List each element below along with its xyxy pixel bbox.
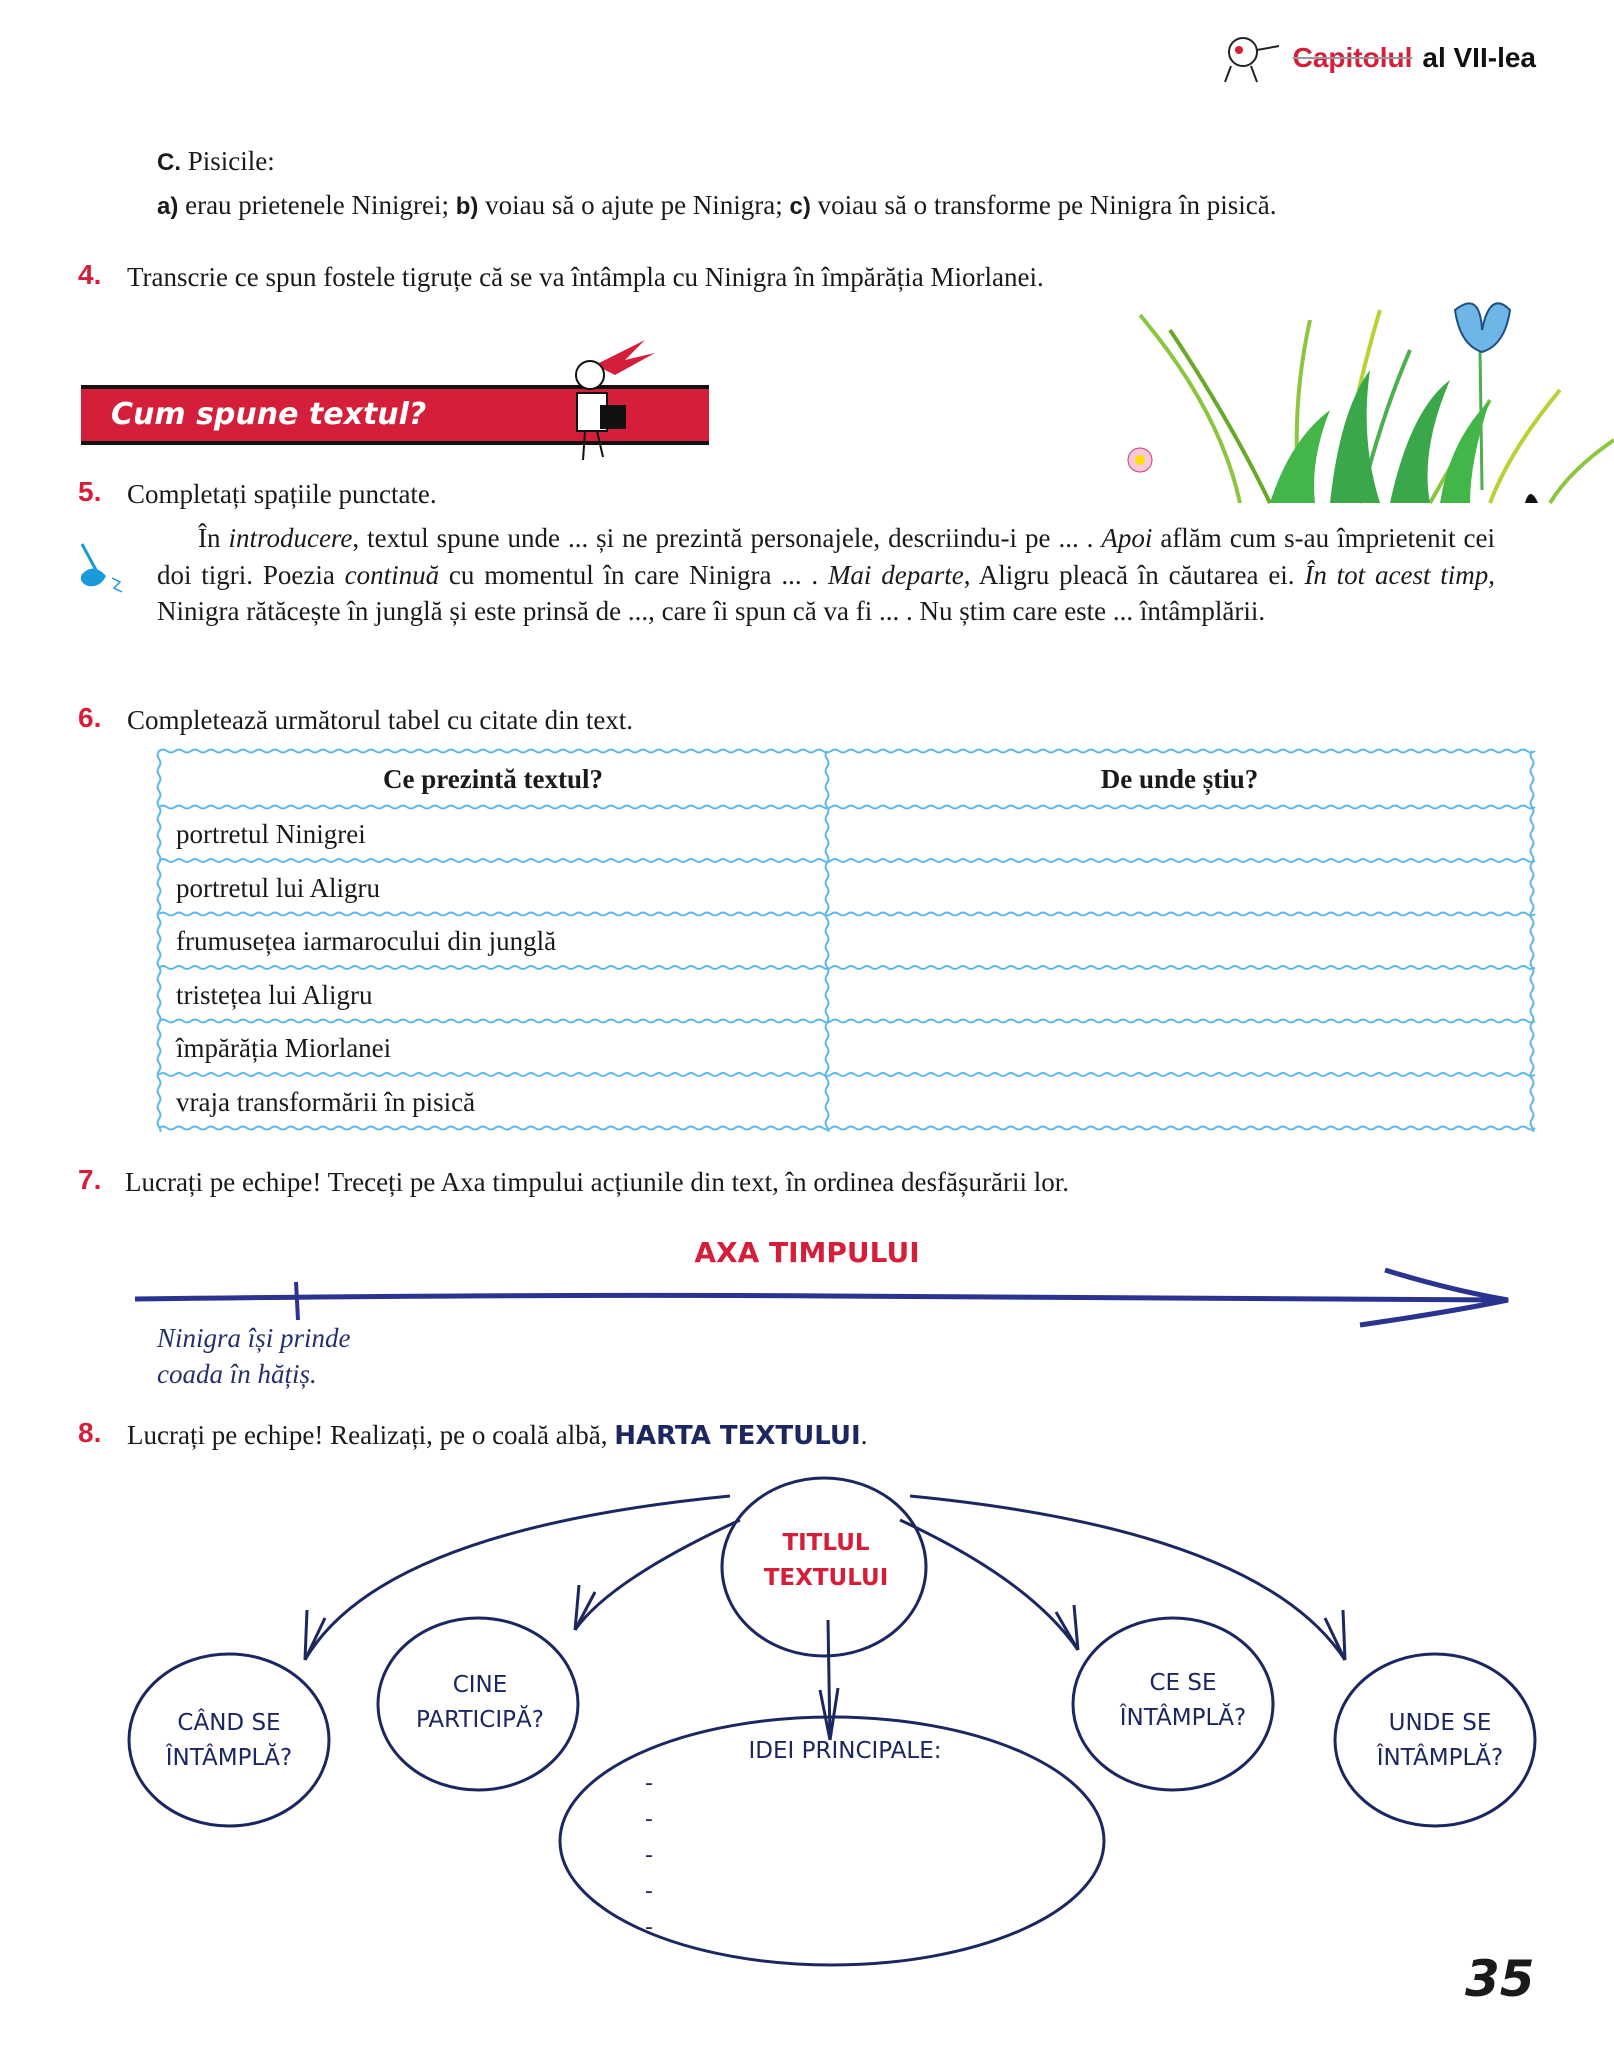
idea-bullet: - xyxy=(645,1807,653,1832)
map-ideas-label: IDEI PRINCIPALE: xyxy=(748,1738,942,1764)
question-3c xyxy=(157,143,275,181)
arrow-to-when xyxy=(305,1496,730,1660)
text-map-diagram xyxy=(0,1460,1614,1980)
paragraph-text: cu momentul în care Ninigra ... . xyxy=(439,559,828,590)
table-cell-answer[interactable] xyxy=(839,1075,1519,1128)
question-number: 7. xyxy=(78,1164,102,1195)
chapter-number: al VII-lea xyxy=(1422,42,1536,73)
map-where-line: UNDE SE xyxy=(1388,1710,1492,1736)
map-when-line: ÎNTÂMPLĂ? xyxy=(165,1745,293,1771)
who-bubble xyxy=(378,1618,578,1790)
paragraph-italic: Mai departe xyxy=(827,559,964,590)
paragraph-text: În xyxy=(198,523,229,553)
idea-bullet: - xyxy=(645,1879,653,1904)
map-where-line: ÎNTÂMPLĂ? xyxy=(1376,1745,1504,1771)
question-4-text: Transcrie ce spun fostele tigruțe că se va întâmpla cu Ninigra în împărăția Miorlanei. xyxy=(127,262,1044,292)
arrow-to-who xyxy=(575,1520,740,1630)
grass-flower-illustration xyxy=(1110,290,1614,505)
when-bubble xyxy=(129,1654,329,1826)
table-cell-topic: frumusețea iarmarocului din junglă xyxy=(176,926,557,956)
mascot-icon xyxy=(1213,30,1283,86)
table-cell-answer[interactable] xyxy=(839,968,1519,1021)
table-cell-topic: portretul Ninigrei xyxy=(176,819,366,849)
paragraph-italic: În tot acest timp xyxy=(1304,559,1489,590)
where-bubble xyxy=(1335,1654,1535,1826)
question-number: 6. xyxy=(78,702,102,733)
table-cell-topic: portretul lui Aligru xyxy=(176,872,380,903)
map-title-line: TEXTULUI xyxy=(763,1565,889,1591)
banner-title: Cum spune textul? xyxy=(111,397,427,432)
timeline-event-line: Ninigra își prinde xyxy=(157,1323,351,1353)
paragraph-italic: Apoi xyxy=(1101,523,1153,553)
what-bubble xyxy=(1073,1618,1273,1790)
chapter-header xyxy=(1213,28,1536,88)
question-8-body: Lucrați pe echipe! Realizați, pe o coală albă, xyxy=(127,1420,615,1450)
idea-bullet: - xyxy=(645,1915,653,1940)
timeline-event xyxy=(157,1320,351,1392)
question-number: 5. xyxy=(78,476,102,507)
pen-icon xyxy=(76,540,132,604)
chapter-word: Capitolul xyxy=(1292,42,1413,73)
table-cell-topic: împărăția Miorlanei xyxy=(176,1033,392,1063)
question-7-text: Lucrați pe echipe! Treceți pe Axa timpului acțiunile din text, în ordinea desfășurării lor. xyxy=(125,1167,1069,1197)
paragraph-text: , textul spune unde ... și ne prezintă personajele, descriindu-i pe ... . xyxy=(352,523,1102,553)
item-letter: C. xyxy=(157,149,181,176)
harta-textului-label: HARTA TEXTULUI xyxy=(614,1421,861,1451)
tiger-mascot-icon xyxy=(555,335,665,470)
arrow-to-what xyxy=(900,1520,1078,1650)
table-cell-topic: tristețea lui Aligru xyxy=(176,979,373,1010)
table-cell-answer[interactable] xyxy=(839,914,1519,967)
map-title-line: TITLUL xyxy=(782,1530,870,1556)
table-cell-answer[interactable] xyxy=(839,807,1519,860)
option-letter: b) xyxy=(455,193,479,220)
table-header: De unde știu? xyxy=(1100,764,1259,794)
question-5-text: Completați spațiile punctate. xyxy=(127,479,437,509)
timeline-title: AXA TIMPULUI xyxy=(694,1236,920,1269)
map-when-line: CÂND SE xyxy=(177,1710,281,1736)
timeline-event-line: coada în hățiș. xyxy=(157,1359,317,1389)
paragraph-text: , Aligru pleacă în căutarea ei. xyxy=(963,559,1305,590)
map-what-line: ÎNTÂMPLĂ? xyxy=(1119,1705,1247,1731)
table-header: Ce prezintă textul? xyxy=(383,764,603,794)
map-what-line: CE SE xyxy=(1149,1670,1217,1696)
punctuation: . xyxy=(860,1420,868,1450)
question-8-text xyxy=(127,1417,867,1454)
map-who-line: CINE xyxy=(452,1672,508,1698)
option-letter: c) xyxy=(789,193,811,220)
paragraph-text: aflăm cum s-au împrietenit cei doi tigri. Poezia xyxy=(157,523,1495,590)
option-letter: a) xyxy=(157,193,179,220)
table-cell-answer[interactable] xyxy=(839,1021,1519,1074)
timeline-tick xyxy=(296,1282,298,1320)
idea-bullet: - xyxy=(645,1843,653,1868)
item-label: Pisicile: xyxy=(187,146,275,176)
question-6-text: Completează următorul tabel cu citate din text. xyxy=(127,705,634,735)
question-3c-options xyxy=(157,187,1277,225)
question-number: 8. xyxy=(78,1417,102,1448)
option-text: voiau să o transforme pe Ninigra în pisică. xyxy=(817,190,1277,220)
page-number: 35 xyxy=(1465,1950,1535,2008)
paragraph-text: , Ninigra rătăcește în junglă și este prinsă de ..., care îi spun că va fi ... . Nu știm care este ... întâmplării. xyxy=(157,559,1495,626)
fill-in-paragraph xyxy=(157,520,1495,630)
paragraph-italic: introducere xyxy=(228,523,353,553)
paragraph-italic: continuă xyxy=(344,559,440,590)
quotes-table xyxy=(159,751,1532,1128)
table-cell-answer[interactable] xyxy=(839,861,1519,914)
idea-bullet: - xyxy=(645,1771,653,1796)
arrow-to-ideas xyxy=(828,1620,830,1740)
option-text: voiau să o ajute pe Ninigra; xyxy=(485,190,783,220)
table-cell-topic: vraja transformării în pisică xyxy=(176,1086,476,1117)
arrow-to-where xyxy=(910,1496,1345,1660)
map-who-line: PARTICIPĂ? xyxy=(416,1707,544,1733)
option-text: erau prietenele Ninigrei; xyxy=(185,190,449,220)
question-number: 4. xyxy=(78,259,102,290)
